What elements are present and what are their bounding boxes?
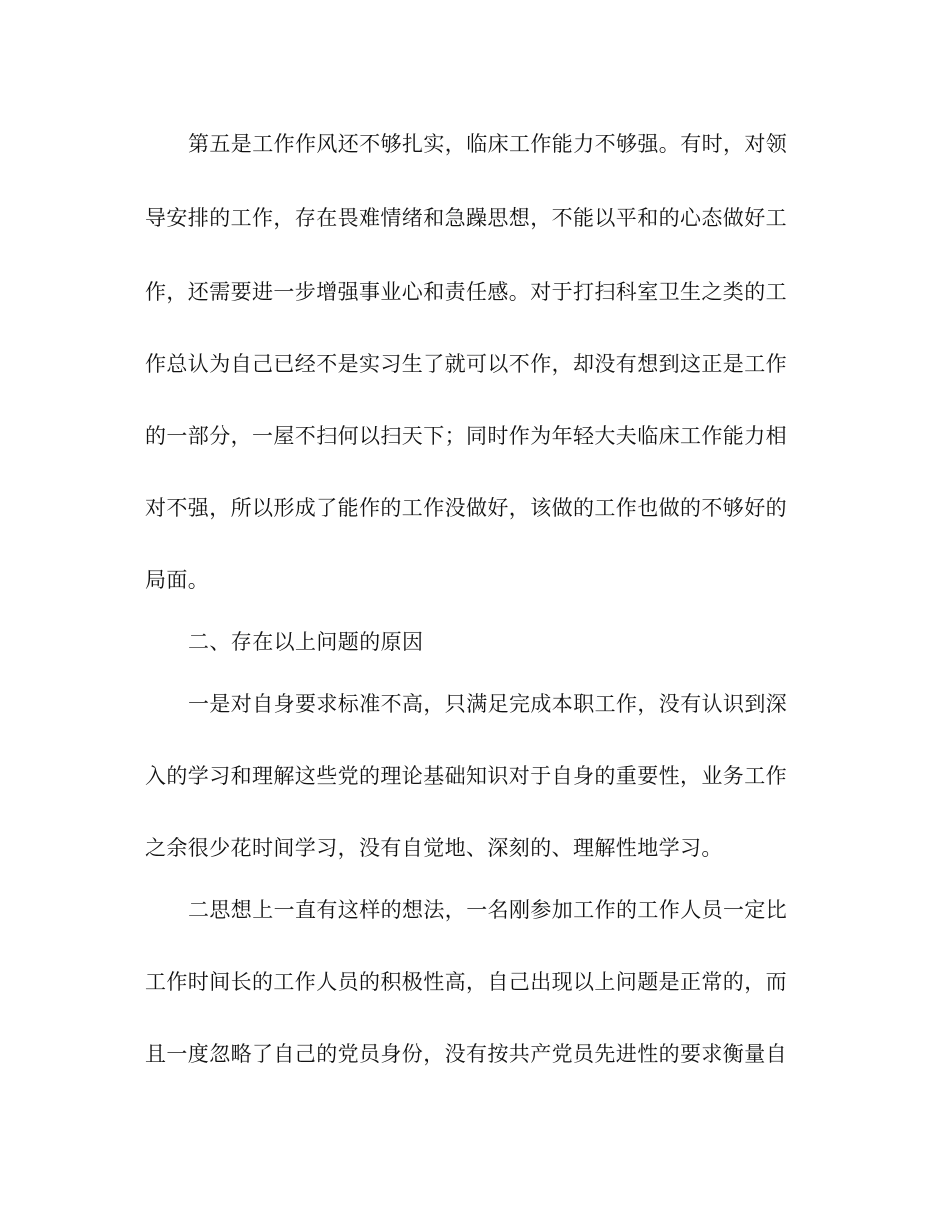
paragraph-line: 入的学习和理解这些党的理论基础知识对于自身的重要性，业务工作 [145,764,787,788]
paragraph-line: 对不强，所以形成了能作的工作没做好，该做的工作也做的不够好的 [145,496,787,520]
paragraph-line: 的一部分，一屋不扫何以扫天下；同时作为年轻大夫临床工作能力相 [145,424,787,448]
paragraph-line: 局面。 [145,568,210,592]
paragraph-line: 导安排的工作，存在畏难情绪和急躁思想，不能以平和的心态做好工 [145,206,787,230]
section-heading: 二、存在以上问题的原因 [188,630,424,654]
paragraph-line: 且一度忽略了自己的党员身份，没有按共产党员先进性的要求衡量自 [145,1042,787,1066]
paragraph-line: 作总认为自己已经不是实习生了就可以不作，却没有想到这正是工作 [145,352,787,376]
paragraph-line: 第五是工作作风还不够扎实，临床工作能力不够强。有时，对领 [188,132,788,156]
paragraph-line: 一是对自身要求标准不高，只满足完成本职工作，没有认识到深 [188,692,788,716]
paragraph-line: 二思想上一直有这样的想法，一名刚参加工作的工作人员一定比 [188,898,788,922]
paragraph-line: 之余很少花时间学习，没有自觉地、深刻的、理解性地学习。 [145,836,723,860]
paragraph-line: 作，还需要进一步增强事业心和责任感。对于打扫科室卫生之类的工 [145,280,787,304]
paragraph-line: 工作时间长的工作人员的积极性高，自己出现以上问题是正常的，而 [145,970,787,994]
